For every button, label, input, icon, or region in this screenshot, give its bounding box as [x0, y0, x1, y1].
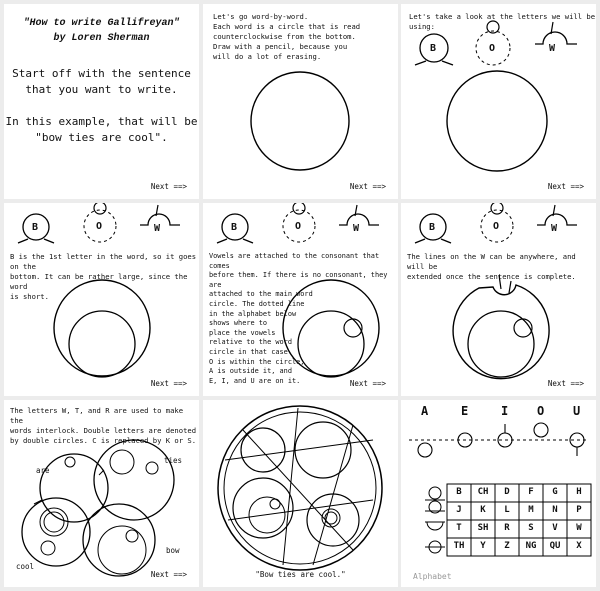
link-line: [99, 470, 104, 475]
letter-b: B: [429, 222, 436, 233]
word-label-bow: bow: [166, 546, 180, 555]
panel-final-sentence: [203, 400, 398, 587]
letter-b: B: [430, 43, 437, 54]
instruction-text: B is the 1st letter in the word, so it goes on the bottom. It can be rather large, since the word is short.: [10, 252, 197, 301]
interlock-figure: [4, 400, 199, 587]
letter-o: O: [489, 43, 496, 54]
letter-w: W: [549, 43, 556, 54]
alphabet-cell: V: [552, 523, 558, 533]
w-glyph-icon: [339, 205, 379, 225]
w-glyph-icon: [537, 205, 577, 225]
b-letter-circle: [468, 311, 534, 377]
sentence-caption: "Bow ties are cool.": [255, 570, 346, 579]
alphabet-cell: R: [504, 523, 510, 533]
letter-o: O: [493, 221, 500, 232]
word-circle: [447, 71, 547, 171]
vowel-e: E: [461, 404, 469, 418]
letter-w: W: [551, 223, 558, 234]
vowel-a-glyph-icon: [418, 443, 432, 457]
alphabet-cell: J: [456, 505, 462, 515]
word-label-cool: cool: [16, 562, 35, 571]
vowel-o-glyph-icon: [534, 423, 548, 437]
alphabet-cell: QU: [549, 541, 561, 551]
letter-circle: [270, 499, 280, 509]
next-link[interactable]: Next ==>: [547, 182, 584, 191]
panel-first-letter: [4, 203, 199, 396]
alphabet-cell: W: [576, 523, 582, 533]
instruction-text: The letters W, T, and R are used to make the words interlock. Double letters are denoted by double circles. C is replaced by K or S.: [10, 406, 197, 445]
word-circle-ties: [295, 422, 351, 478]
w-glyph-icon: [140, 205, 180, 225]
panel-vowels: [203, 203, 398, 396]
panel-letters: [401, 4, 596, 199]
w-line: [509, 281, 511, 293]
word-circle-with-w: [453, 285, 549, 379]
instruction-text: The lines on the W can be anywhere, and will be extended once the sentence is complete.: [407, 252, 576, 281]
alphabet-cell: M: [528, 505, 534, 515]
link-line: [283, 408, 298, 565]
alphabet-cell: NG: [525, 541, 537, 551]
vowel-u: U: [573, 404, 581, 418]
next-link[interactable]: Next ==>: [349, 182, 386, 191]
alphabet-cell: B: [456, 487, 462, 497]
alphabet-cell: Z: [504, 541, 510, 551]
next-link[interactable]: Next ==>: [349, 379, 386, 388]
sentence-circle: [218, 406, 382, 570]
word-circle-figure: [203, 4, 398, 199]
alphabet-title: Alphabet: [413, 572, 452, 581]
vowel-a: A: [421, 404, 429, 418]
alphabet-cell: G: [552, 487, 558, 497]
letter-circle: [65, 457, 75, 467]
intro-text: Start off with the sentence that you want to write.: [12, 67, 191, 96]
alphabet-cell: SH: [477, 523, 489, 533]
panel-interlock: [4, 400, 199, 587]
alphabet-cell: P: [576, 505, 582, 515]
alphabet-cell: K: [480, 505, 486, 515]
alphabet-cell: N: [552, 505, 558, 515]
alphabet-cell: H: [576, 487, 582, 497]
letter-circle: [98, 526, 146, 574]
link-line: [243, 430, 353, 550]
b-letter-circle: [69, 311, 135, 377]
panel-alphabet: [401, 400, 596, 587]
panel-w-lines: [401, 203, 596, 396]
alphabet-cell: F: [528, 487, 534, 497]
letter-circle: [41, 541, 55, 555]
alphabet-cell: L: [504, 505, 510, 515]
vowel-i: I: [501, 404, 509, 418]
word-circle: [251, 72, 349, 170]
word-circle-cool: [307, 494, 359, 546]
next-link[interactable]: Next ==>: [547, 379, 584, 388]
alphabet-cell: S: [528, 523, 534, 533]
letter-circle: [110, 450, 134, 474]
letters-figure: [401, 4, 596, 199]
letter-w: W: [353, 223, 360, 234]
next-link[interactable]: Next ==>: [150, 379, 187, 388]
word-circle-ties: [94, 440, 174, 520]
next-link[interactable]: Next ==>: [150, 570, 187, 579]
tutorial-title: "How to write Gallifreyan" by Loren Sherman: [23, 18, 180, 44]
letter-o: O: [96, 221, 103, 232]
instruction-text: Vowels are attached to the consonant that comes before them. If there is no consonant, they are attached to the main word circle. The dotted line in the alphabet below shows where to place the vowels relative to the word circle in that case. O is within the circle, A is outside it, and E, I, and U are on it.: [209, 252, 388, 385]
next-link[interactable]: Next ==>: [150, 182, 187, 191]
word-label-ties: ties: [164, 456, 183, 465]
letter-b: B: [231, 222, 238, 233]
example-text: In this example, that will be "bow ties are cool".: [5, 115, 198, 144]
alphabet-cell: D: [504, 487, 510, 497]
instruction-text: Let's go word-by-word. Each word is a circle that is read counterclockwise from the bottom. Draw with a pencil, because you will do a lot of erasing.: [213, 12, 361, 61]
letter-circle: [126, 530, 138, 542]
alphabet-cell: T: [456, 523, 462, 533]
letter-o: O: [295, 221, 302, 232]
sentence-figure: [203, 400, 398, 587]
alphabet-cell: X: [576, 541, 582, 551]
letter-w: W: [154, 223, 161, 234]
letter-circle: [146, 462, 158, 474]
instruction-text: Let's take a look at the letters we will be using:: [409, 12, 596, 31]
alphabet-cell: Y: [480, 541, 486, 551]
vowel-o: O: [537, 404, 545, 418]
w-glyph-icon: [535, 22, 577, 44]
alphabet-cell: TH: [453, 541, 465, 551]
row-glyphs: [425, 487, 445, 553]
word-label-are: are: [36, 466, 50, 475]
alphabet-cell: CH: [477, 487, 489, 497]
panel-word-circle: [203, 4, 398, 199]
letter-b: B: [32, 222, 39, 233]
panel-intro: [4, 4, 199, 199]
